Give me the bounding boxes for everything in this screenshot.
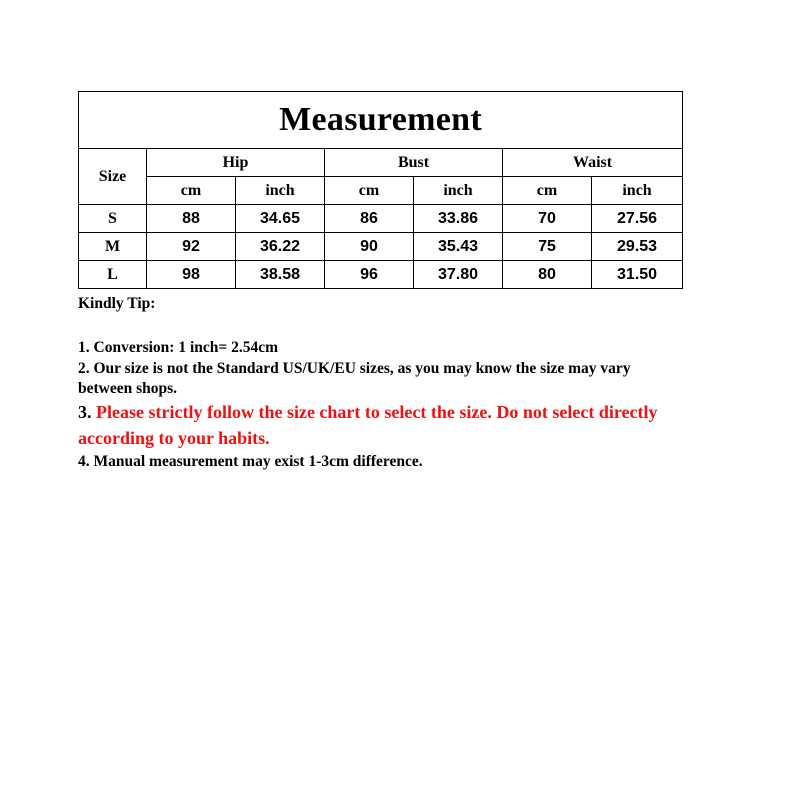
hip-inch-cell: 36.22 — [236, 233, 325, 261]
tip-text: Manual measurement may exist 1-3cm difference. — [93, 453, 423, 470]
tip-item — [78, 451, 678, 473]
table-row — [79, 233, 683, 261]
waist-inch-header: inch — [592, 177, 683, 205]
hip-cm-cell: 98 — [147, 261, 236, 289]
tip-item — [78, 337, 678, 359]
hip-column-header: Hip — [147, 149, 325, 177]
tip-number: 2. — [78, 360, 94, 377]
waist-cm-cell: 70 — [503, 205, 592, 233]
size-column-header: Size — [79, 149, 147, 205]
bust-cm-header: cm — [325, 177, 414, 205]
waist-cm-cell: 80 — [503, 261, 592, 289]
tip-number: 3. — [78, 402, 96, 422]
hip-cm-cell: 92 — [147, 233, 236, 261]
waist-inch-cell: 29.53 — [592, 233, 683, 261]
bust-inch-cell: 33.86 — [414, 205, 503, 233]
size-cell: M — [79, 233, 147, 261]
hip-inch-cell: 38.58 — [236, 261, 325, 289]
hip-inch-header: inch — [236, 177, 325, 205]
table-title: Measurement — [79, 92, 683, 149]
bust-inch-cell: 37.80 — [414, 261, 503, 289]
waist-inch-cell: 31.50 — [592, 261, 683, 289]
hip-cm-cell: 88 — [147, 205, 236, 233]
hip-inch-cell: 34.65 — [236, 205, 325, 233]
tip-item — [78, 359, 678, 399]
bust-cm-cell: 86 — [325, 205, 414, 233]
bust-column-header: Bust — [325, 149, 503, 177]
tips-section — [78, 293, 678, 473]
bust-cm-cell: 96 — [325, 261, 414, 289]
size-chart-sheet — [78, 91, 682, 473]
tip-text: Conversion: 1 inch= 2.54cm — [93, 339, 278, 356]
tip-number: 1. — [78, 339, 94, 356]
tip-item-warning — [78, 399, 678, 451]
tips-heading: Kindly Tip: — [78, 295, 156, 312]
size-cell: S — [79, 205, 147, 233]
table-row — [79, 261, 683, 289]
waist-column-header: Waist — [503, 149, 683, 177]
hip-cm-header: cm — [147, 177, 236, 205]
size-cell: L — [79, 261, 147, 289]
tip-number: 4. — [78, 453, 94, 470]
measurement-table — [78, 91, 683, 289]
bust-inch-header: inch — [414, 177, 503, 205]
waist-cm-cell: 75 — [503, 233, 592, 261]
waist-cm-header: cm — [503, 177, 592, 205]
bust-inch-cell: 35.43 — [414, 233, 503, 261]
waist-inch-cell: 27.56 — [592, 205, 683, 233]
bust-cm-cell: 90 — [325, 233, 414, 261]
table-row — [79, 205, 683, 233]
tip-warning-text: Please strictly follow the size chart to select the size. Do not select directly according to your habits. — [78, 402, 658, 448]
tip-text: Our size is not the Standard US/UK/EU sizes, as you may know the size may vary between shops. — [78, 360, 631, 397]
